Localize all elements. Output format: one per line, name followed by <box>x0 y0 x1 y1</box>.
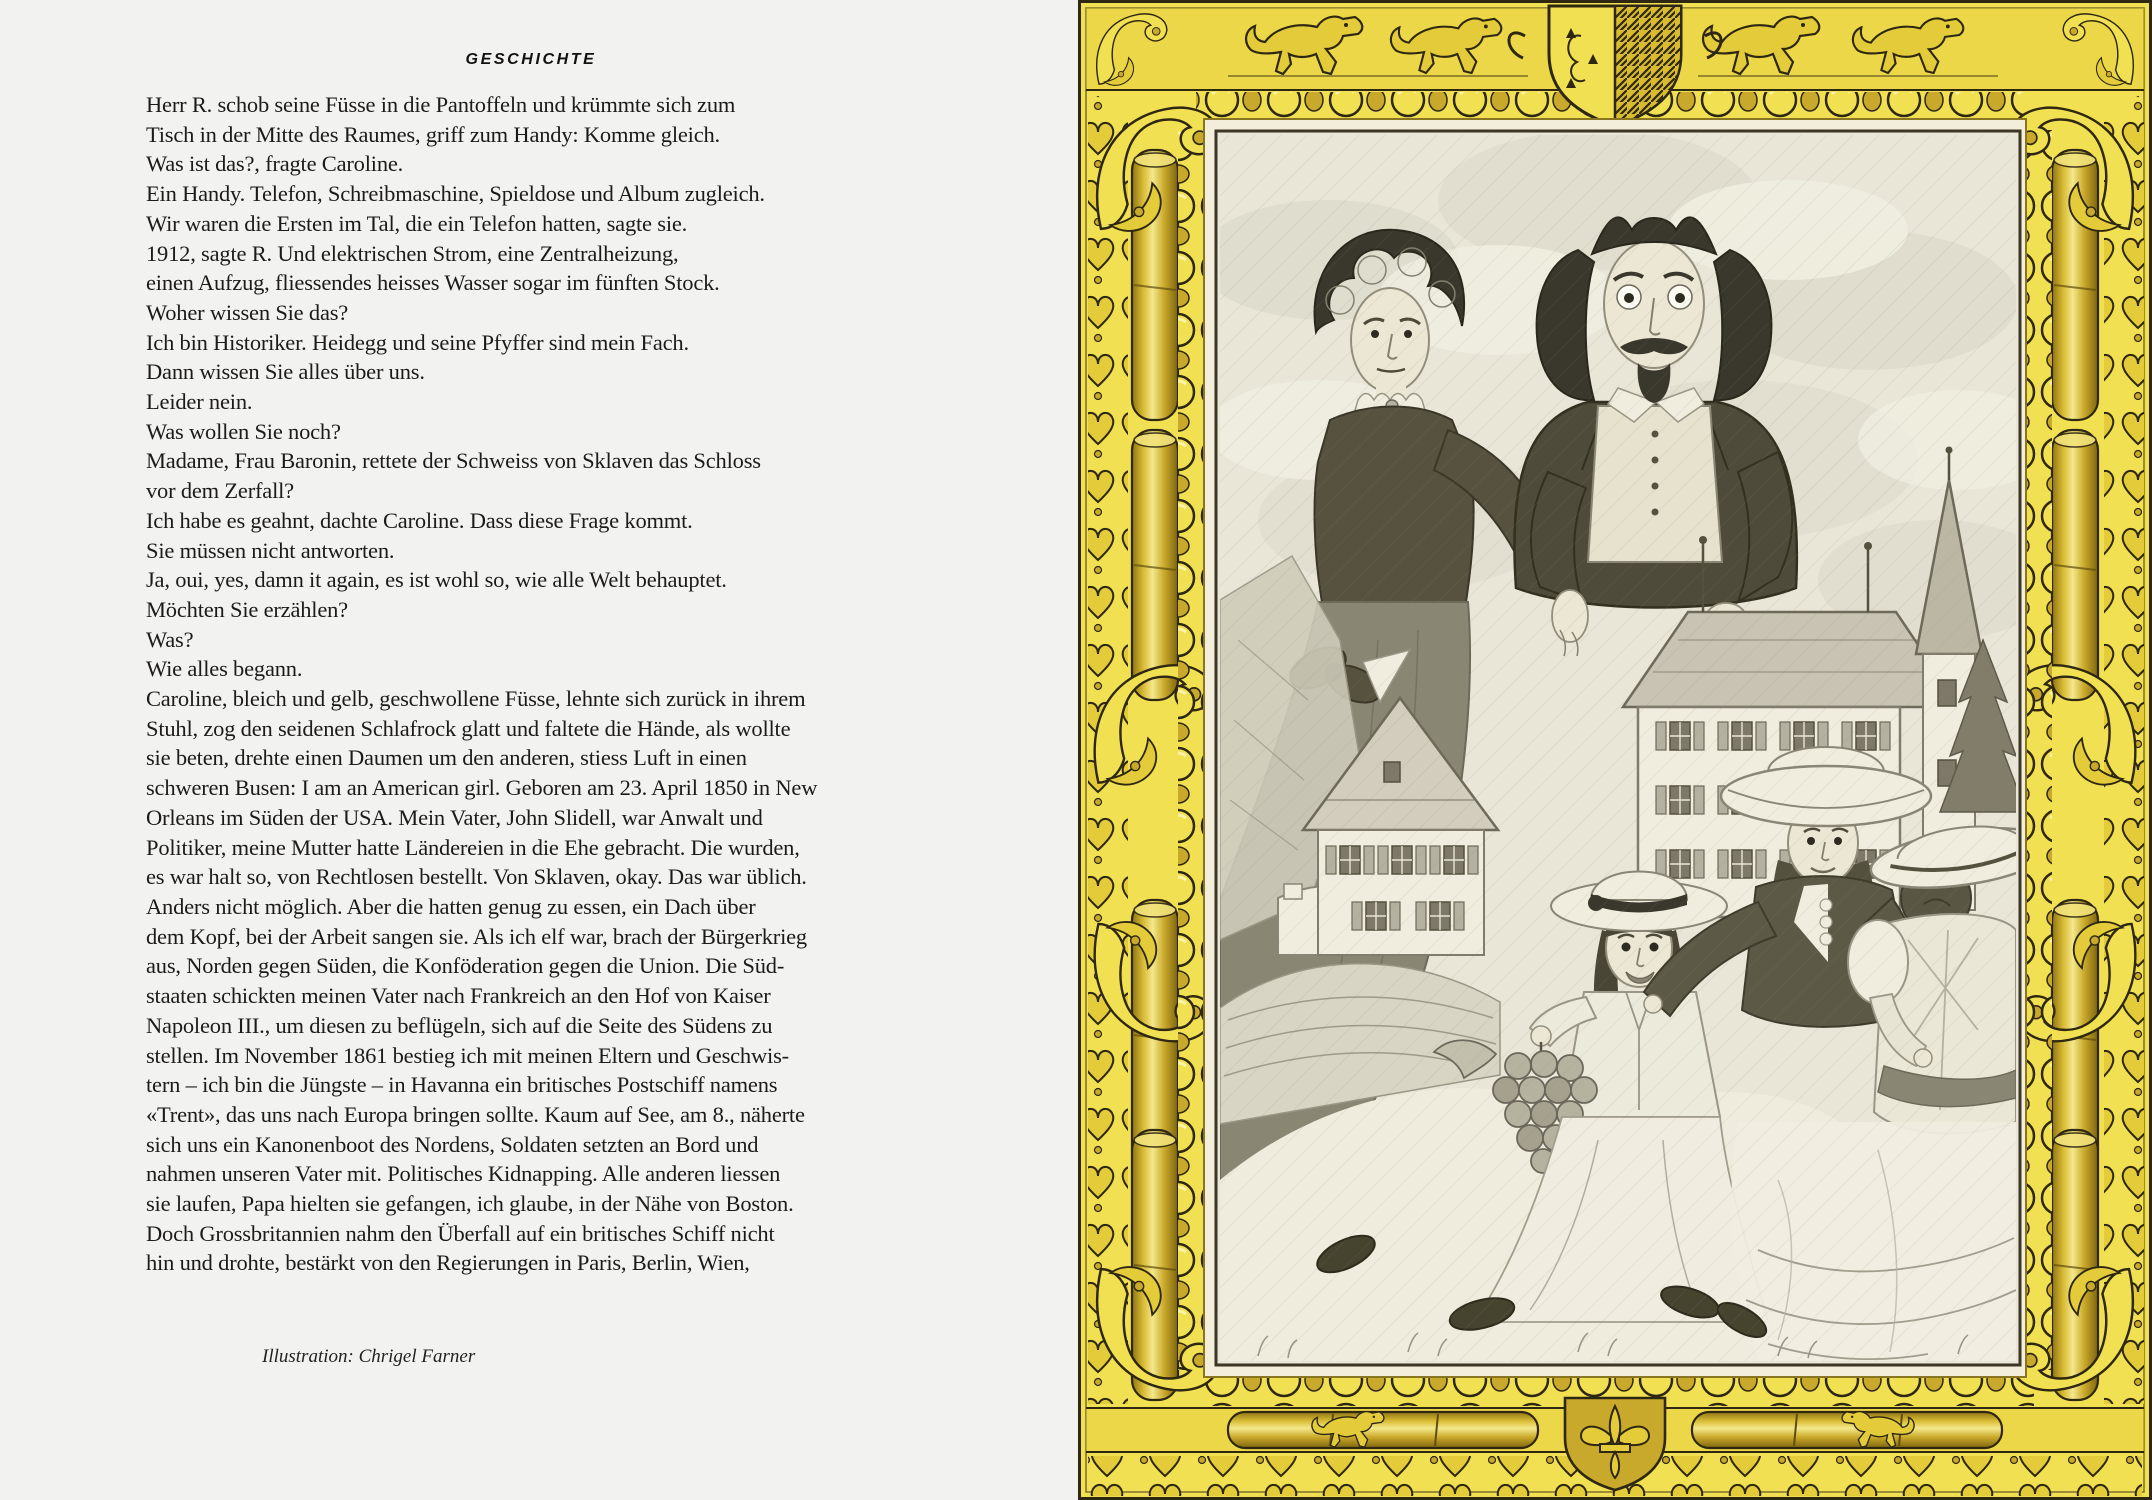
body-line: Wir waren die Ersten im Tal, die ein Telefon hatten, sagte sie. <box>146 210 688 236</box>
body-line: Leider nein. <box>146 389 253 415</box>
body-line: nahmen unseren Vater mit. Politisches Kidnapping. Alle anderen liessen <box>146 1161 781 1187</box>
article-body <box>146 90 946 1278</box>
body-line: staaten schickten meinen Vater nach Frankreich an den Hof von Kaiser <box>146 983 771 1009</box>
right-page <box>1078 0 2152 1500</box>
body-line: stellen. Im November 1861 bestieg ich mit meinen Eltern und Geschwis- <box>146 1042 789 1068</box>
body-line: sich uns ein Kanonenboot des Nordens, Soldaten setzten an Bord und <box>146 1131 759 1157</box>
body-line: Was wollen Sie noch? <box>146 418 341 444</box>
body-line: «Trent», das uns nach Europa bringen sollte. Kaum auf See, am 8., näherte <box>146 1101 805 1127</box>
body-line: Napoleon III., um diesen zu beflügeln, sich auf die Seite des Südens zu <box>146 1012 773 1038</box>
body-line: Ich habe es geahnt, dachte Caroline. Dass diese Frage kommt. <box>146 507 693 533</box>
body-line: Tisch in der Mitte des Raumes, griff zum Handy: Komme gleich. <box>146 121 720 147</box>
body-line: 1912, sagte R. Und elektrischen Strom, eine Zentralheizung, <box>146 240 679 266</box>
body-line: Madame, Frau Baronin, rettete der Schweiss von Sklaven das Schloss <box>146 448 761 474</box>
body-line: Herr R. schob seine Füsse in die Pantoffeln und krümmte sich zum <box>146 92 736 117</box>
body-line: Ein Handy. Telefon, Schreibmaschine, Spieldose und Album zugleich. <box>146 181 765 207</box>
framed-illustration <box>1078 0 2152 1500</box>
body-line: Dann wissen Sie alles über uns. <box>146 359 425 385</box>
pencil-drawing <box>1198 130 2058 1361</box>
body-line: Möchten Sie erzählen? <box>146 596 348 622</box>
body-line: Doch Grossbritannien nahm den Überfall auf ein britisches Schiff nicht <box>146 1220 775 1246</box>
body-line: schweren Busen: I am an American girl. Geboren am 23. April 1850 in New <box>146 775 818 801</box>
section-kicker: GESCHICHTE <box>465 51 597 68</box>
illustration-credit: Illustration: Chrigel Farner <box>262 1346 476 1367</box>
body-line: Orleans im Süden der USA. Mein Vater, John Slidell, war Anwalt und <box>146 804 763 830</box>
body-line: Woher wissen Sie das? <box>146 299 349 325</box>
body-line: tern – ich bin die Jüngste – in Havanna ein britisches Postschiff namens <box>146 1072 778 1098</box>
body-line: Was? <box>146 626 194 652</box>
body-line: Wie alles begann. <box>146 656 303 682</box>
body-line: sie laufen, Papa hielten sie gefangen, ich glaube, in der Nähe von Boston. <box>146 1191 794 1217</box>
body-line: Was ist das?, fragte Caroline. <box>146 151 404 177</box>
body-line: Politiker, meine Mutter hatte Ländereien in die Ehe gebracht. Die wurden, <box>146 834 800 860</box>
body-line: vor dem Zerfall? <box>146 478 294 504</box>
body-line: es war halt so, von Rechtlosen bestellt. Von Sklaven, okay. Das war üblich. <box>146 864 807 890</box>
body-line: Caroline, bleich und gelb, geschwollene Füsse, lehnte sich zurück in ihrem <box>146 686 806 712</box>
body-line: Anders nicht möglich. Aber die hatten genug zu essen, ein Dach über <box>146 893 756 919</box>
body-line: Ja, oui, yes, damn it again, es ist wohl so, wie alle Welt behauptet. <box>146 567 727 593</box>
body-line: Stuhl, zog den seidenen Schlafrock glatt und faltete die Hände, als wollte <box>146 715 791 741</box>
body-line: Sie müssen nicht antworten. <box>146 537 395 563</box>
body-line: einen Aufzug, fliessendes heisses Wasser sogar im fünften Stock. <box>146 270 720 296</box>
body-line: sie beten, drehte einen Daumen um den anderen, stiess Luft in einen <box>146 745 747 771</box>
body-line: Ich bin Historiker. Heidegg und seine Pfyffer sind mein Fach. <box>146 329 689 355</box>
body-line: dem Kopf, bei der Arbeit sangen sie. Als ich elf war, brach der Bürgerkrieg <box>146 923 807 949</box>
body-line: hin und drohte, bestärkt von den Regierungen in Paris, Berlin, Wien, <box>146 1250 750 1276</box>
body-line: aus, Norden gegen Süden, die Konföderation gegen die Union. Die Süd- <box>146 953 785 979</box>
